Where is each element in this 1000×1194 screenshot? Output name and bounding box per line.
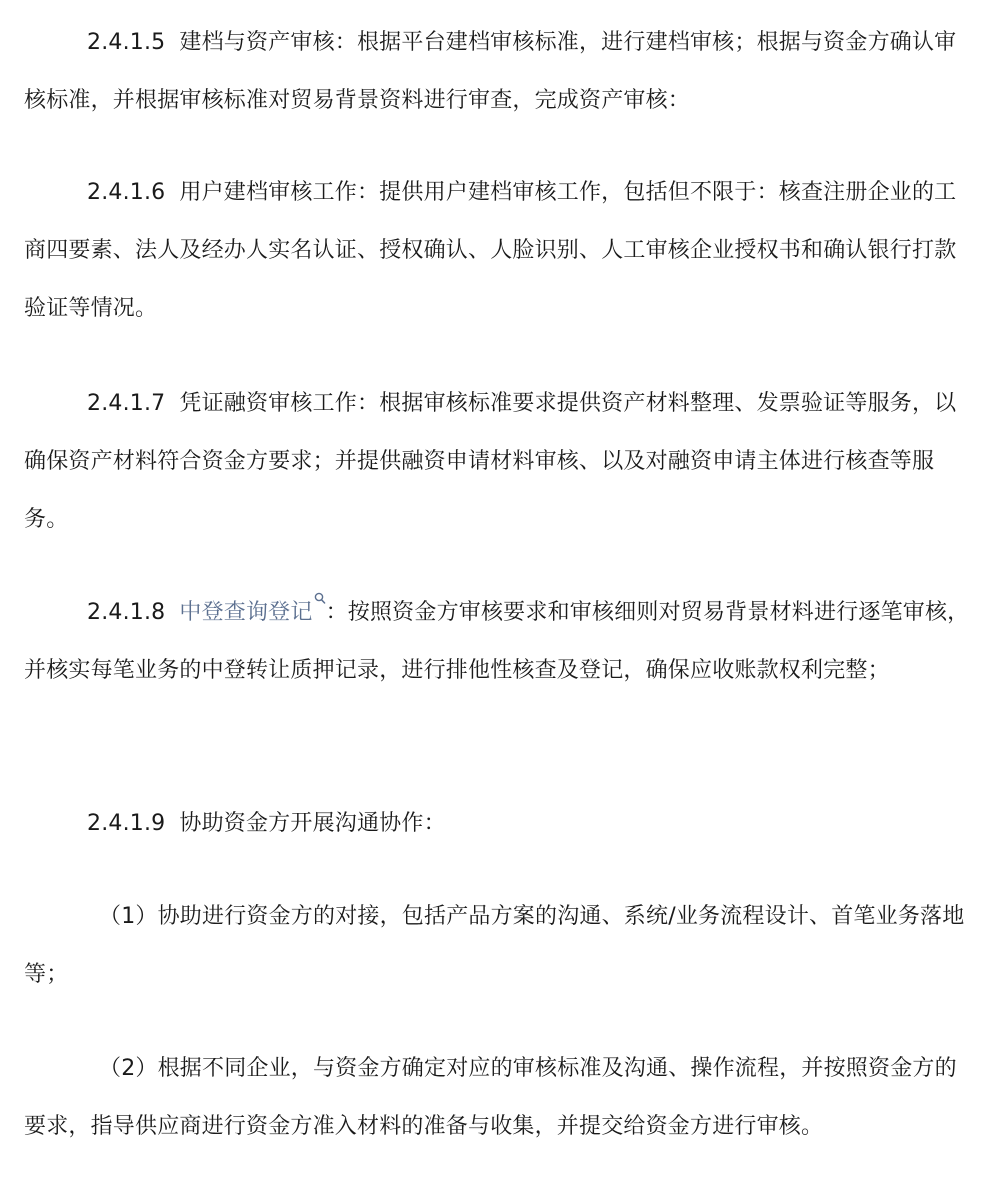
- paragraph-2-4-1-7: [24, 375, 974, 549]
- paragraph-text: ：按照资金方审核要求和审核细则对贸易背景材料进行逐笔审核，并核实每笔业务的中登转让质押记录，进行排他性核查及登记，确保应收账款权利完整；: [24, 600, 970, 683]
- sub-item-text: 协助进行资金方的对接，包括产品方案的沟通、系统/业务流程设计、首笔业务落地等；: [24, 904, 965, 987]
- section-number: 2.4.1.8: [87, 600, 166, 625]
- zhongdeng-query-link[interactable]: 中登查询登记: [179, 600, 313, 625]
- sub-item-2: [24, 1040, 974, 1156]
- sub-item-label: （2）: [99, 1056, 158, 1081]
- paragraph-2-4-1-9: [24, 795, 974, 853]
- paragraph-2-4-1-6: [24, 164, 974, 338]
- paragraph-2-4-1-5: [24, 14, 974, 130]
- search-icon[interactable]: [314, 592, 326, 606]
- paragraph-text: 建档与资产审核：根据平台建档审核标准，进行建档审核；根据与资金方确认审核标准，并根据审核标准对贸易背景资料进行审查，完成资产审核：: [24, 30, 957, 113]
- paragraph-2-4-1-8: [24, 584, 974, 700]
- section-number: 2.4.1.7: [87, 391, 166, 416]
- section-number: 2.4.1.6: [87, 180, 166, 205]
- section-number: 2.4.1.5: [87, 30, 166, 55]
- paragraph-text: 协助资金方开展沟通协作：: [179, 811, 446, 836]
- paragraph-text: 凭证融资审核工作：根据审核标准要求提供资产材料整理、发票验证等服务，以确保资产材料符合资金方要求；并提供融资申请材料审核、以及对融资申请主体进行核查等服务。: [24, 391, 957, 532]
- sub-item-label: （1）: [99, 904, 158, 929]
- sub-item-text: 根据不同企业，与资金方确定对应的审核标准及沟通、操作流程，并按照资金方的要求，指导供应商进行资金方准入材料的准备与收集，并提交给资金方进行审核。: [24, 1056, 957, 1139]
- paragraph-text: 用户建档审核工作：提供用户建档审核工作，包括但不限于：核查注册企业的工商四要素、法人及经办人实名认证、授权确认、人脸识别、人工审核企业授权书和确认银行打款验证等情况。: [24, 180, 957, 321]
- section-number: 2.4.1.9: [87, 811, 166, 836]
- sub-item-1: [24, 888, 974, 1004]
